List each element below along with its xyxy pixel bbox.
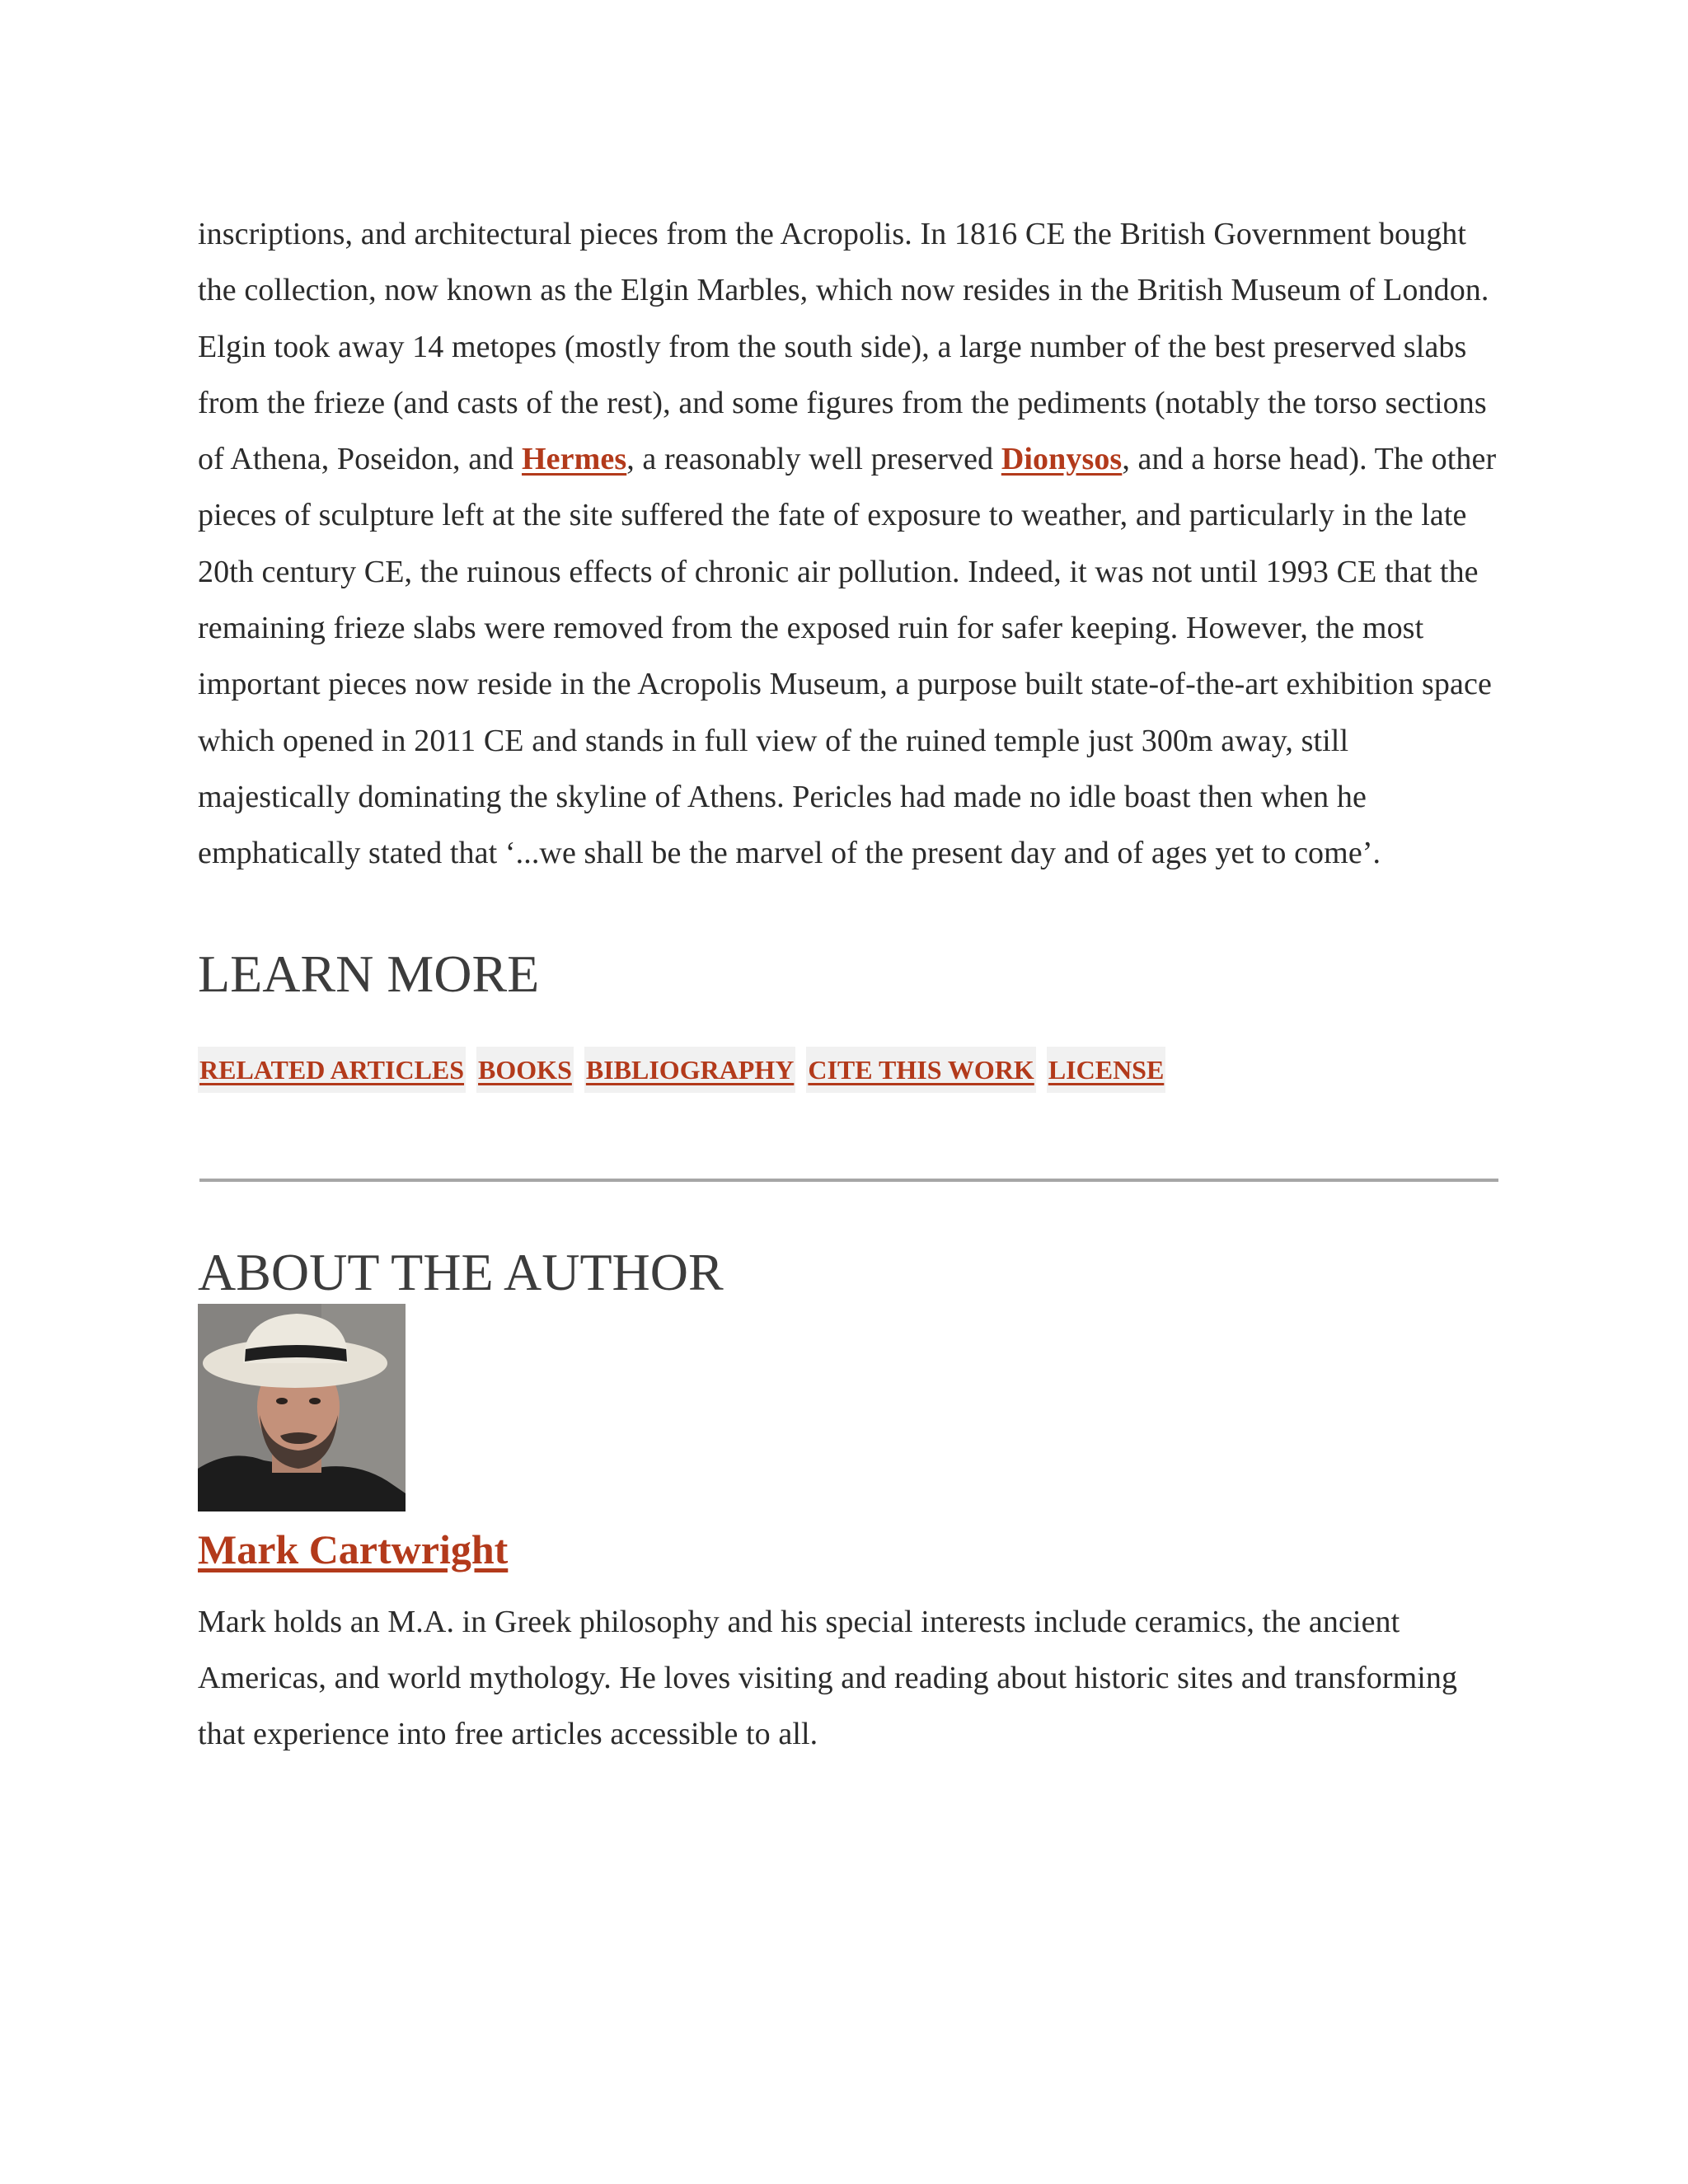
learn-more-tabs xyxy=(198,1047,1500,1093)
author-avatar xyxy=(198,1304,406,1511)
author-bio: Mark holds an M.A. in Greek philosophy and his special interests include ceramics, the ancient Americas, and world mythology. He loves visiting and reading about historic sites and transforming that experience into free articles accessible to all. xyxy=(198,1604,1458,1752)
paragraph-text-part-1: inscriptions, and architectural pieces from the Acropolis. In 1816 CE the British Government bought the collection, now known as the Elgin Marbles, which now resides in the British Museum of London. Elgin took away 14 metopes (mostly from the south side), a large number of the best preserved slabs from the frieze (and casts of the rest), and some figures from the pediments (notably the torso sections of Athena, Poseidon, and xyxy=(198,217,1489,477)
paragraph-text-part-2: , a reasonably well preserved xyxy=(626,442,1001,477)
tab-books[interactable]: BOOKS xyxy=(476,1047,574,1093)
section-divider xyxy=(199,1179,1498,1182)
link-hermes[interactable]: Hermes xyxy=(522,442,627,477)
tab-related-articles[interactable]: RELATED ARTICLES xyxy=(198,1047,466,1093)
article-page xyxy=(198,206,1500,1762)
tab-cite-this-work[interactable]: CITE THIS WORK xyxy=(806,1047,1035,1093)
learn-more-heading: LEARN MORE xyxy=(198,944,540,1003)
tab-bibliography[interactable]: BIBLIOGRAPHY xyxy=(584,1047,795,1093)
author-name-link[interactable]: Mark Cartwright xyxy=(198,1526,509,1572)
author-portrait-image xyxy=(198,1304,406,1511)
article-paragraph xyxy=(198,206,1500,882)
paragraph-text-part-3: , and a horse head). The other pieces of sculpture left at the site suffered the fate of exposure to weather, and particularly in the late 20th century CE, the ruinous effects of chronic air pollution. Indeed, it was not until 1993 CE that the remaining frieze slabs were removed from the exposed ruin for safer keeping. However, the most important pieces now reside in the Acropolis Museum, a purpose built state-of-the-art exhibition space which opened in 2011 CE and stands in full view of the ruined temple just 300m away, still majestically dominating the skyline of Athens. Pericles had made no idle boast then when he emphatically stated that ‘...we shall be the marvel of the present day and of ages yet to come’. xyxy=(198,442,1497,871)
link-dionysos[interactable]: Dionysos xyxy=(1001,442,1123,477)
tab-license[interactable]: LICENSE xyxy=(1047,1047,1166,1093)
about-author-heading: ABOUT THE AUTHOR xyxy=(198,1242,724,1301)
